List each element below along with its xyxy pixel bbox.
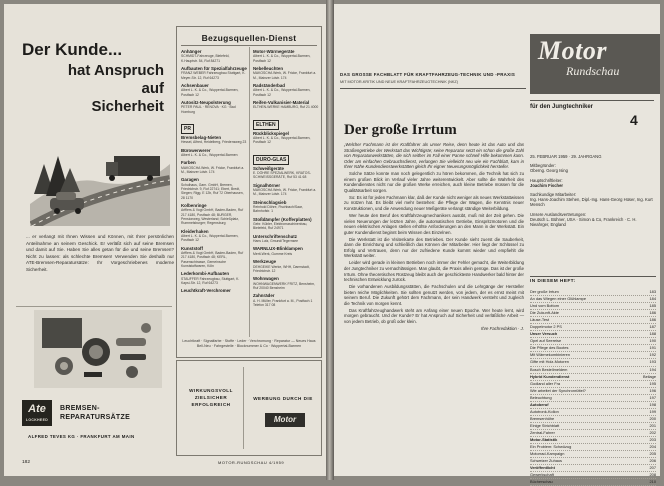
toc-row xyxy=(530,359,656,366)
directory-entry-address: Albert L. K. & Co., Wuppertal-Barmen, Postfach 12 xyxy=(181,88,239,97)
toc-row xyxy=(530,296,656,303)
toc-entry-page: 194 xyxy=(649,366,656,372)
toc-entry-title: Veröffentlicht xyxy=(530,465,555,471)
directory-logo-duroglas: DURO-GLAS xyxy=(253,155,289,165)
toc-row xyxy=(530,437,656,444)
directory-entry xyxy=(181,288,247,293)
toc-entry-title: Opel auf Seereise xyxy=(530,338,562,344)
toc-entry-title: Bosch Bestellmeldem xyxy=(530,366,568,372)
ad-advertising xyxy=(176,360,322,456)
directory-entry-title: Radständerbad xyxy=(253,83,285,88)
directory-entry-title: Kolbenringe xyxy=(181,203,207,208)
sidebar-contributors xyxy=(530,192,656,208)
directory-entry xyxy=(181,160,247,174)
ate-headline xyxy=(60,404,130,422)
directory-entry-address: DEHGEIKE Werke, WHH, Darmstadt, Friedrichstr. 12 xyxy=(253,264,310,273)
directory-entry-address: Arfflers & Vogt GmbH, Baden-Baden, Ruf 217 4180, Postfach 48; KERL, Pasenschtrasse, Gemeinsche Kunststoffwaren, Köln xyxy=(181,251,244,268)
toc-row xyxy=(530,423,656,430)
directory-entry-address: WOHNWAGENWERK FRITZ, Bensheim, Ruf 20040 Bensheim xyxy=(253,281,316,290)
toc-entry-page: 185 xyxy=(649,303,656,309)
toc-row xyxy=(530,381,656,388)
spine-gutter xyxy=(326,0,334,480)
directory-entry xyxy=(253,131,319,145)
article-paragraph: Leider wird gerade in kleinen Betrieben noch immer der Fehler gemacht, die Weiterbildung der Jungtechniker zu vernachlässigen. Man glaubt, die Praxis allein genüge. Das ist der große Irrtum. Ohne theoretisches Rüstzeug bleibt auch der geschickteste Handwerker bald hinter der technischen Entwicklung zurück. xyxy=(344,260,524,283)
directory-entry-title: Rückblickspiegel xyxy=(253,130,289,136)
directory-entry-address: E. DÖHRE SPEZIALWERK, KRATOS-SCHWEISSGERÄTE, Ruf 53 41 68 xyxy=(253,171,311,180)
article-paragraph: Die Werkstatt ist die Visitenkarte des Betriebes. Der Kunde sieht zuerst die Sauberkeit, dann die Einrichtung und schließlich das Können der Mitarbeiter. Hier liegt der Schlüssel zu Erfolg und Vertrauen, denn nur der zufriedene Kunde kommt wieder und empfiehlt die Werkstatt weiter. xyxy=(344,236,524,259)
founder-name: Oberng. Georg Ising xyxy=(530,168,568,174)
representatives-names: Deutsch L. Bühner, USA · Simon & Co, Frankreich · C. H. Nieahrger, England xyxy=(530,216,637,228)
toc-entry-page: 197 xyxy=(649,394,656,400)
toc-row xyxy=(530,303,656,310)
directory-entry-title: Leuchtkraft-Verchromer xyxy=(181,288,231,294)
toc-row xyxy=(530,479,656,486)
toc-entry-page: 200 xyxy=(649,415,656,421)
tagline: DAS GROSSE FACHBLATT FÜR KRAFTFAHRZEUG-TECHNIK UND -PRAXIS xyxy=(340,72,516,77)
directory-entry xyxy=(181,135,247,145)
toc-row xyxy=(530,338,656,345)
article-paragraph: Wer heute den Beruf des Kraftfahrzeugmechanikers ausübt, muß mit der Zeit gehen. Die vielen Neuerungen der letzten Jahre, die automatischen Getriebe, Einspritzmotoren und die neuen elektrischen Anlagen stellen erhöhte Anforderungen an den Mann in der Werkstatt. Ein guter Kundendienst beginnt beim Wissen des Einzelnen. xyxy=(344,213,524,235)
toc-row xyxy=(530,317,656,324)
directory-entry-title: Farben xyxy=(181,160,196,166)
directory-entry-title: Stoßdämpfer (Kofferplatten) xyxy=(253,216,312,222)
article-paragraph: Die vorhandenen Ausbildungsstätten, die Fachschulen und die Lehrgänge der Hersteller bieten reiche Möglichkeiten. Sie sollten genutzt werden, von jedem, der es ernst meint mit seinem Beruf. Die Zukunft gehört dem Fachmann, der sein Handwerk versteht und zugleich die Technik von morgen kennt. xyxy=(344,284,524,306)
toc-entry-title: Autotronk-Kollon xyxy=(530,408,559,414)
representatives-label: Unsere Auslandsvertretungen: xyxy=(530,211,587,217)
directory-entry xyxy=(253,259,319,273)
toc-entry-page: 186 xyxy=(649,310,656,316)
directory-entry-title: Bürowerwerer xyxy=(181,147,211,153)
sidebar-editor xyxy=(530,178,656,188)
toc-row xyxy=(530,409,656,416)
toc-entry-title: Motorrad-Kampaign xyxy=(530,451,565,457)
ad-advertising-left xyxy=(183,387,239,408)
toc-entry-page: 183 xyxy=(649,289,656,294)
directory-column-2 xyxy=(253,49,319,310)
ate-headline-line2: REPARATURSÄTZE xyxy=(60,414,131,421)
contributors-label: Sachkundige Mitarbeiter: xyxy=(530,192,577,198)
toc-entry-title: An das Wiegen einer Glühlampe xyxy=(530,296,587,302)
toc-entry-page: 206 xyxy=(649,458,656,464)
section-label: für den Jungtechniker xyxy=(530,100,654,110)
directory-entry-address: MAKOSCHA Werk, W. Fricke, Frankfurt a. M., Mainzer Ldstr. 174 xyxy=(253,71,317,80)
article-paragraph: Das Kraftfahrzeughandwerk steht am Anfang einer neuen Epoche. Wer heute lernt, wird morgen gebraucht. Und der Kunde? Er hat Anspruch auf Sicherheit und verläßliche Arbeit — von jedem Betrieb, ob groß oder klein. xyxy=(344,307,524,324)
toc-entry-title: Gewerkschaft xyxy=(530,472,554,478)
toc-row xyxy=(530,289,656,296)
toc-row xyxy=(530,352,656,359)
directory-entry-address: FRANZ WEBER Fahrzeugbau Stuttgart, K. Meyer-Str. 12, Ruf 64273 xyxy=(181,71,246,80)
directory-entry-address: Reinhold Döhre, Fischbach/Saar, Bahnhofstr. 1 xyxy=(253,205,303,214)
toc-entry-page: 196 xyxy=(649,387,656,393)
toc-row xyxy=(530,324,656,331)
ad-advertising-right: WERBUNG DURCH DIE xyxy=(253,396,313,401)
directory-entry xyxy=(253,217,319,231)
ate-logo xyxy=(22,400,52,426)
ad-word-2: ZIELSICHER xyxy=(194,395,228,400)
directory-entry xyxy=(253,276,319,290)
article-signature: Ihre Fachredaktion · J. xyxy=(481,325,524,331)
toc-entry-title: Unser Versuch xyxy=(530,331,558,337)
toc-entry-title: Einige Strichblatt xyxy=(530,422,560,428)
left-page xyxy=(4,4,326,476)
directory-entry xyxy=(181,177,247,200)
brake-parts-photo xyxy=(34,310,162,388)
toc-entry-title: Motor-Statistik xyxy=(530,436,558,442)
directory-entry xyxy=(181,83,247,97)
toc-entry-page: 207 xyxy=(649,465,656,471)
toc-entry-page: 192 xyxy=(649,352,656,358)
editor-label: Hauptschriftleiter: xyxy=(530,177,563,183)
toc-entry-title: Läuse-Test xyxy=(530,317,550,323)
issue-number: 4 xyxy=(630,112,638,128)
ad-customer-safety xyxy=(16,26,172,326)
toc-entry-title: Wie arbeitet der Synchronrüttel? xyxy=(530,387,586,393)
toc-entry-title: Autoberuf xyxy=(530,401,549,407)
directory-entry xyxy=(253,234,319,244)
toc-row xyxy=(530,416,656,423)
toc-row xyxy=(530,310,656,317)
directory-entry-title: Kleiderhaken xyxy=(181,228,209,234)
toc-row xyxy=(530,367,656,374)
toc-entry-title: Gifte mit Holz-Motoren xyxy=(530,359,569,365)
toc-entry-title: Beleuchtung xyxy=(530,394,552,400)
masthead-rule xyxy=(340,88,526,89)
directory-entry-title: Anhänger xyxy=(181,49,202,54)
toc-entry-title: Hybrid Kundendienst xyxy=(530,373,570,379)
ate-logo-text: Ate xyxy=(28,403,46,415)
directory-entry-address: Merit-Werk, Gumme Kreis xyxy=(253,251,293,256)
directory-entry-address: Albert L. K. & Co., Wuppertal-Barmen xyxy=(181,153,238,158)
contributors-names: Ing. Hans-Joachim Stehen, Dipl.-Ing. Hans-Georg Hüser, Ing. Kurt Mensch xyxy=(530,197,653,208)
toc-rule xyxy=(530,276,656,277)
toc-entry-page: 184 xyxy=(649,296,656,302)
directory-entry-address: Albert L. K. & Co., Wuppertal-Barmen, Postfach 12 xyxy=(253,54,311,63)
directory-logo-pr: PR xyxy=(181,124,194,134)
directory-entry xyxy=(253,246,319,256)
ad-ate-brake-kits xyxy=(16,306,172,454)
toc-entry-page: 193 xyxy=(649,359,656,365)
motor-badge: Motor xyxy=(265,413,305,427)
directory-entry-title: Autositz-Neupolsterung xyxy=(181,100,231,105)
ad-headline: Der Kunde... xyxy=(22,40,123,59)
article-title: Der große Irrtum xyxy=(344,122,457,138)
masthead-sidebar xyxy=(530,154,656,231)
toc-entry-page: 203 xyxy=(649,436,656,442)
toc-entry-page: 199 xyxy=(649,408,656,414)
toc-entry-title: Mit Wärmekombinieren xyxy=(530,352,570,358)
toc-entry-title: Schweizer Zuhaus xyxy=(530,458,563,464)
directory-entry-address: SCHMIDT-Fahrzeuge, Bielefeld, K.Hauptstr. 54, Ruf 84271 xyxy=(181,54,230,63)
directory-entry-address: Hans Lutz, Gmund/Tegernsee xyxy=(253,239,299,244)
toc-entry-page: 188 xyxy=(649,331,656,337)
directory-title: Bezugsquellen-Dienst xyxy=(201,33,297,43)
toc-row xyxy=(530,345,656,352)
running-footer: MOTOR-RUNDSCHAU 4/1959 xyxy=(218,460,285,465)
directory-entry xyxy=(181,66,247,80)
directory-entry-title: Schweißgeräte xyxy=(253,165,284,171)
directory-entry-address: MAKOSCHA Werk, W. Fricke, Frankfurt a. M., Mainzer Ldstr. 174 xyxy=(253,188,317,197)
directory-entry-address: ELTHEN-WERKE HAMBURG, Ruf 21 4000 xyxy=(253,105,319,110)
issue-date: 25. FEBRUAR 1959 · 29. JAHRGANG xyxy=(530,154,602,159)
toc-entry-page: 190 xyxy=(649,338,656,344)
masthead-subtitle: Rundschau xyxy=(566,64,620,78)
toc-entry-page: 191 xyxy=(649,345,656,351)
page-number-left: 182 xyxy=(22,460,31,465)
toc-entry-page: 208 xyxy=(649,472,656,478)
toc-row xyxy=(530,465,656,472)
article-lead: „Welcher Fachmann ist der Kraftfahrer als unser Reise, denn heute ist das Auto und das Straßengetriebe der Werkstatt das Wichtigste; seine Reparatur setzt ein schon die große Zahl von Reparaturwerkstätten, die sich seither im Fall einer Panne schnell Hilfe bekommen kann. Oder am einfachen Gebrauchsdienst, verlangen Sie vielleicht neu wie ein Fachblatt, kam in Ihrer Nähe Kundendienstwerkstätten gleich Ihr eigner Neuerungsmöglichkeit hersteller. xyxy=(344,142,524,170)
sidebar-founder xyxy=(530,163,656,173)
directory-entry xyxy=(253,49,319,63)
directory-entry-title: Bremsbelag-Nieten xyxy=(181,135,222,140)
toc-entry-page: Beilage xyxy=(643,373,656,379)
directory-entry xyxy=(181,246,247,269)
directory-entry xyxy=(253,100,319,110)
ad-headline-line4: Sicherheit xyxy=(91,98,164,115)
ad-body-text: ... er verlangt mit Ihnen Wissen und Können, mit Ihrer persönlichen Anteilnahme an seinem Geschick. Er verläßt sich auf seine Bremsen und damit auf Sie. Haben Sie alles getan für die und seine Bremsen? Nicht zu lassen: als schlechte Bremsen! Verwenden Sie deshalb nur ATE-Bremsen-Reparatursätze: Ihr Vorgeschriebenes moderne Sicherheit. xyxy=(26,234,174,272)
directory-entry-title: Signalhörner xyxy=(253,182,281,188)
supplier-directory xyxy=(176,26,322,358)
sidebar-representatives xyxy=(530,212,656,228)
directory-entry-address: Schulhaus, Garn. GmbH, Bremen, Friedrichstr. 9, Ruf 22741; Ebert, Bredt, Siegen; Rigg. E 12b, Ruf 72 Oberhausen, 28 1170 xyxy=(181,182,244,200)
toc-row xyxy=(530,402,656,409)
toc-entry-page: 201 xyxy=(649,422,656,428)
directory-entry-title: Aufbauten für Spezialfahrzeuge xyxy=(181,66,247,71)
directory-entry-title: Unterschriftenschutz xyxy=(253,233,297,239)
toc-entry-page: 202 xyxy=(649,429,656,435)
directory-entry xyxy=(181,271,247,285)
directory-entry xyxy=(181,229,247,243)
road-scene-illustration xyxy=(30,134,170,226)
ate-company-line: ALFRED TEVES KG · FRANKFURT AM MAIN xyxy=(28,434,135,439)
ate-logo-sub: LOCKHEED xyxy=(25,418,49,422)
directory-divider xyxy=(249,47,250,337)
editor-name: Joachim Fischer xyxy=(530,182,564,188)
directory-entry-address: STAUFFER Fahrzeugbau, Stuttgart, K. Kapsi-Str. 12, Ruf 64273 xyxy=(181,276,240,285)
toc-entry-page: 187 xyxy=(649,324,656,330)
directory-entry-address: Gebr. Kübler, Elektromaschinenbau, Bielefeld, Ruf 24971 xyxy=(253,222,308,231)
directory-entry-title: Lederkombi-Aufbauten xyxy=(181,271,230,277)
ad-advertising-divider xyxy=(243,367,244,449)
toc-row xyxy=(530,374,656,381)
toc-entry-page: 198 xyxy=(649,401,656,407)
directory-entry xyxy=(181,148,247,158)
article-body xyxy=(344,142,524,333)
toc-entry-title: Die Pflege des Bootes xyxy=(530,345,569,351)
directory-entry-title: Kunststoff xyxy=(181,245,203,251)
toc-entry-title: Ein Problem: Schwüzug xyxy=(530,444,572,450)
tagline-secondary: MIT MOTOR-KRITIK UND NEUE KRAFTFAHRZEUGTECHNIK (NKZ) xyxy=(340,80,458,84)
ad-word-1: WIRKUNGSVOLL xyxy=(189,388,233,393)
directory-entry xyxy=(181,100,247,114)
ad-headline-line2: hat Anspruch xyxy=(67,62,164,79)
table-of-contents xyxy=(530,289,656,486)
toc-entry-title: Und vom Bottom xyxy=(530,303,559,309)
toc-row xyxy=(530,472,656,479)
toc-entry-title: Zentral-Fahrer xyxy=(530,429,555,435)
toc-row xyxy=(530,451,656,458)
founder-label: Mitbegründer: xyxy=(530,163,556,169)
directory-entry xyxy=(253,166,319,180)
directory-entry-address: A. H. Müller, Frankfurt a. M., Postfach 1 Telefon 317 08 xyxy=(253,298,313,307)
toc-row xyxy=(530,388,656,395)
directory-entry-title: WARNLUX-Blinklampen xyxy=(253,246,303,252)
directory-entry-address: Albert L. K. & Co., Wuppertal-Barmen, Postfach 12 xyxy=(253,88,311,97)
directory-rule xyxy=(181,45,317,46)
toc-row xyxy=(530,395,656,402)
toc-entry-title: Der große Irrtum xyxy=(530,289,559,294)
directory-entry xyxy=(253,83,319,97)
directory-entry-address: Hessel, Alfred, Heidelberg, Friedensweg 23 xyxy=(181,140,247,145)
toc-entry-title: Die Zukunft-Akte xyxy=(530,310,559,316)
directory-column-1 xyxy=(181,49,247,297)
directory-entry-title: Reifen-Vulkanisier-Material xyxy=(253,100,310,105)
toc-entry-title: Godland aller Fra xyxy=(530,380,561,386)
directory-entry xyxy=(253,183,319,197)
directory-entry xyxy=(181,49,247,63)
toc-entry-page: 205 xyxy=(649,451,656,457)
directory-entry-address: Albert L. K. & Co., Wuppertal-Barmen, Postfach 12 xyxy=(181,234,239,243)
directory-footer: Leuchtkraft · Signalfarbe · Stoffe · Leder · Verchromung · Reparatur — Neues Haus Bell-Neu · Fahrgestelle · Blocknummer & Co · Wuppertal-Barmen xyxy=(182,339,316,348)
directory-entry-address: PETER PAUL · RENOVA · KG · Bad Homburg xyxy=(181,105,236,114)
directory-entry-title: Nebelleuchten xyxy=(253,66,284,71)
directory-entry-title: Zahnräder xyxy=(253,293,275,299)
toc-row xyxy=(530,458,656,465)
directory-entry xyxy=(181,203,247,226)
directory-entry-title: Achsenbauer xyxy=(181,83,209,88)
directory-entry xyxy=(253,293,319,307)
directory-entry-address: Albert L. K. & Co., Wuppertal-Barmen, Postfach 12 xyxy=(253,136,311,145)
directory-entry-title: Motor-Wärmegeräte xyxy=(253,49,295,54)
directory-entry-title: Steinschlagsieb xyxy=(253,199,287,205)
ad-headline-line3: auf xyxy=(141,80,164,97)
directory-entry-address: Arfflers & Vogt GmbH, Baden-Baden, Ruf 217 4180, Postfach 48; BURGER, Pensionweg, Westerland; Schießplatz, Rummelsburger; Regensburg xyxy=(181,208,244,226)
toc-entry-page: 210 xyxy=(649,479,656,485)
directory-entry-title: Werkzeuge xyxy=(253,259,277,265)
directory-logo-elthen: ELTHEN xyxy=(253,120,279,130)
masthead-title: Motor xyxy=(538,36,607,65)
toc-title: IN DIESEM HEFT: xyxy=(530,279,576,284)
directory-entry xyxy=(253,66,319,80)
toc-entry-page: 186 xyxy=(649,317,656,323)
directory-entry xyxy=(253,200,319,214)
ad-word-3: ERFOLGREICH xyxy=(191,402,231,407)
directory-entry-title: Garagen xyxy=(181,177,199,183)
toc-entry-title: Doppelmotor 2 PS xyxy=(530,324,562,330)
directory-entry-title: Wohnwagen xyxy=(253,276,279,282)
toc-row xyxy=(530,430,656,437)
directory-entry-address: MAKOSCHA Werk, W. Fricke, Frankfurt a. M., Mainzer Ldstr. 174 xyxy=(181,165,245,175)
toc-entry-page: 195 xyxy=(649,380,656,386)
right-page xyxy=(334,4,660,485)
toc-row xyxy=(530,444,656,451)
article-paragraph: So: Es ist für jeden Fachmann klar, daß der Kunde nicht weniger als neues Werkstattwissen zu nützen hat. Es bleibt viel mehr bestehen: die Pflege der Wagen, die Kenntnis neuer Konstruktionen, und die Anwendung neuer Meßgeräte verlangt ständige Weiterbildung. xyxy=(344,194,524,212)
article-paragraph: Solche Sätze konnte man noch gelegentlich zu hören bekommen, die Technik hat sich zu einem großen Blick im Verlauf vieler Jahre weiterentwickelt. Aber sollte die Wahrheit des Kundendienstes nicht nur die großen Werke erreichen, auch kleine Betriebe müssen für die Qualitätsarbeit sorgen. xyxy=(344,171,524,193)
toc-entry-page: 204 xyxy=(649,444,656,450)
toc-row xyxy=(530,331,656,338)
ate-headline-line1: BREMSEN- xyxy=(60,405,100,412)
toc-entry-title: Bücherschau xyxy=(530,479,553,485)
toc-entry-title: Bremsenhöhe xyxy=(530,415,555,421)
